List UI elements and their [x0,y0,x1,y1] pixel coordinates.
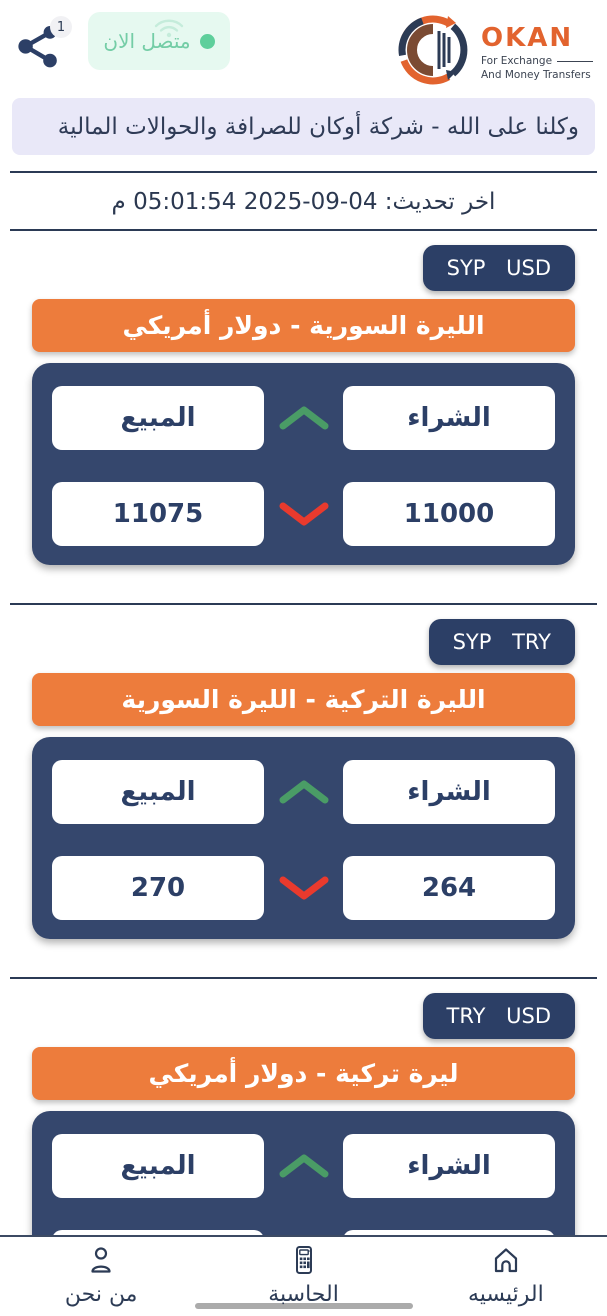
chevron-down-icon [274,873,334,903]
nav-label-about: من نحن [64,1282,138,1307]
sell-label-box: المبيع [52,386,264,450]
pair-badge: SYP USD [423,245,575,291]
nav-item-about[interactable] [0,1237,202,1316]
connection-status-label: متصل الان [103,29,191,53]
share-button[interactable] [14,19,66,70]
rate-panel [32,737,575,939]
card-title: ليرة تركية - دولار أمريكي [32,1047,575,1100]
sell-value-box: 270 [52,856,264,920]
brand-tagline-1: For Exchange [481,55,593,67]
connection-status-pill [88,12,230,70]
sell-label-box: المبيع [52,760,264,824]
pair-badge: TRY USD [423,993,575,1039]
wifi-icon [152,16,186,44]
brand-logo-icon [393,10,473,94]
buy-label-box: الشراء [343,386,555,450]
rate-card-syp-try [0,605,607,939]
buy-value-box: 11000 [343,482,555,546]
chevron-up-icon [274,403,334,433]
brand-name: OKAN [481,23,574,53]
header [0,0,607,92]
nav-item-calculator[interactable] [202,1237,404,1316]
brand-logo [393,10,593,94]
last-update-text: اخر تحديث: 04-09-2025 05:01:54 م [111,189,496,215]
buy-label-box: الشراء [343,760,555,824]
rate-panel [32,363,575,565]
home-icon [489,1244,523,1280]
share-count-badge: 1 [50,16,72,38]
card-title: الليرة السورية - دولار أمريكي [32,299,575,352]
nav-label-home: الرئيسيه [467,1282,544,1307]
nav-item-home[interactable] [405,1237,607,1316]
card-title: الليرة التركية - الليرة السورية [32,673,575,726]
nav-label-calculator: الحاسبة [268,1282,339,1307]
rate-card-syp-usd [0,231,607,565]
chevron-up-icon [274,777,334,807]
company-banner: وكلنا على الله - شركة أوكان للصرافة والحوالات المالية [12,98,595,155]
bottom-nav [0,1235,607,1316]
online-dot [200,34,215,49]
sell-value-box: 11075 [52,482,264,546]
person-icon [84,1244,118,1280]
chevron-up-icon [274,1151,334,1181]
chevron-down-icon [274,499,334,529]
calculator-icon [287,1244,321,1280]
pair-badge: SYP TRY [429,619,575,665]
brand-tagline-2: And Money Transfers [481,69,591,81]
sell-label-box: المبيع [52,1134,264,1198]
buy-label-box: الشراء [343,1134,555,1198]
buy-value-box: 264 [343,856,555,920]
